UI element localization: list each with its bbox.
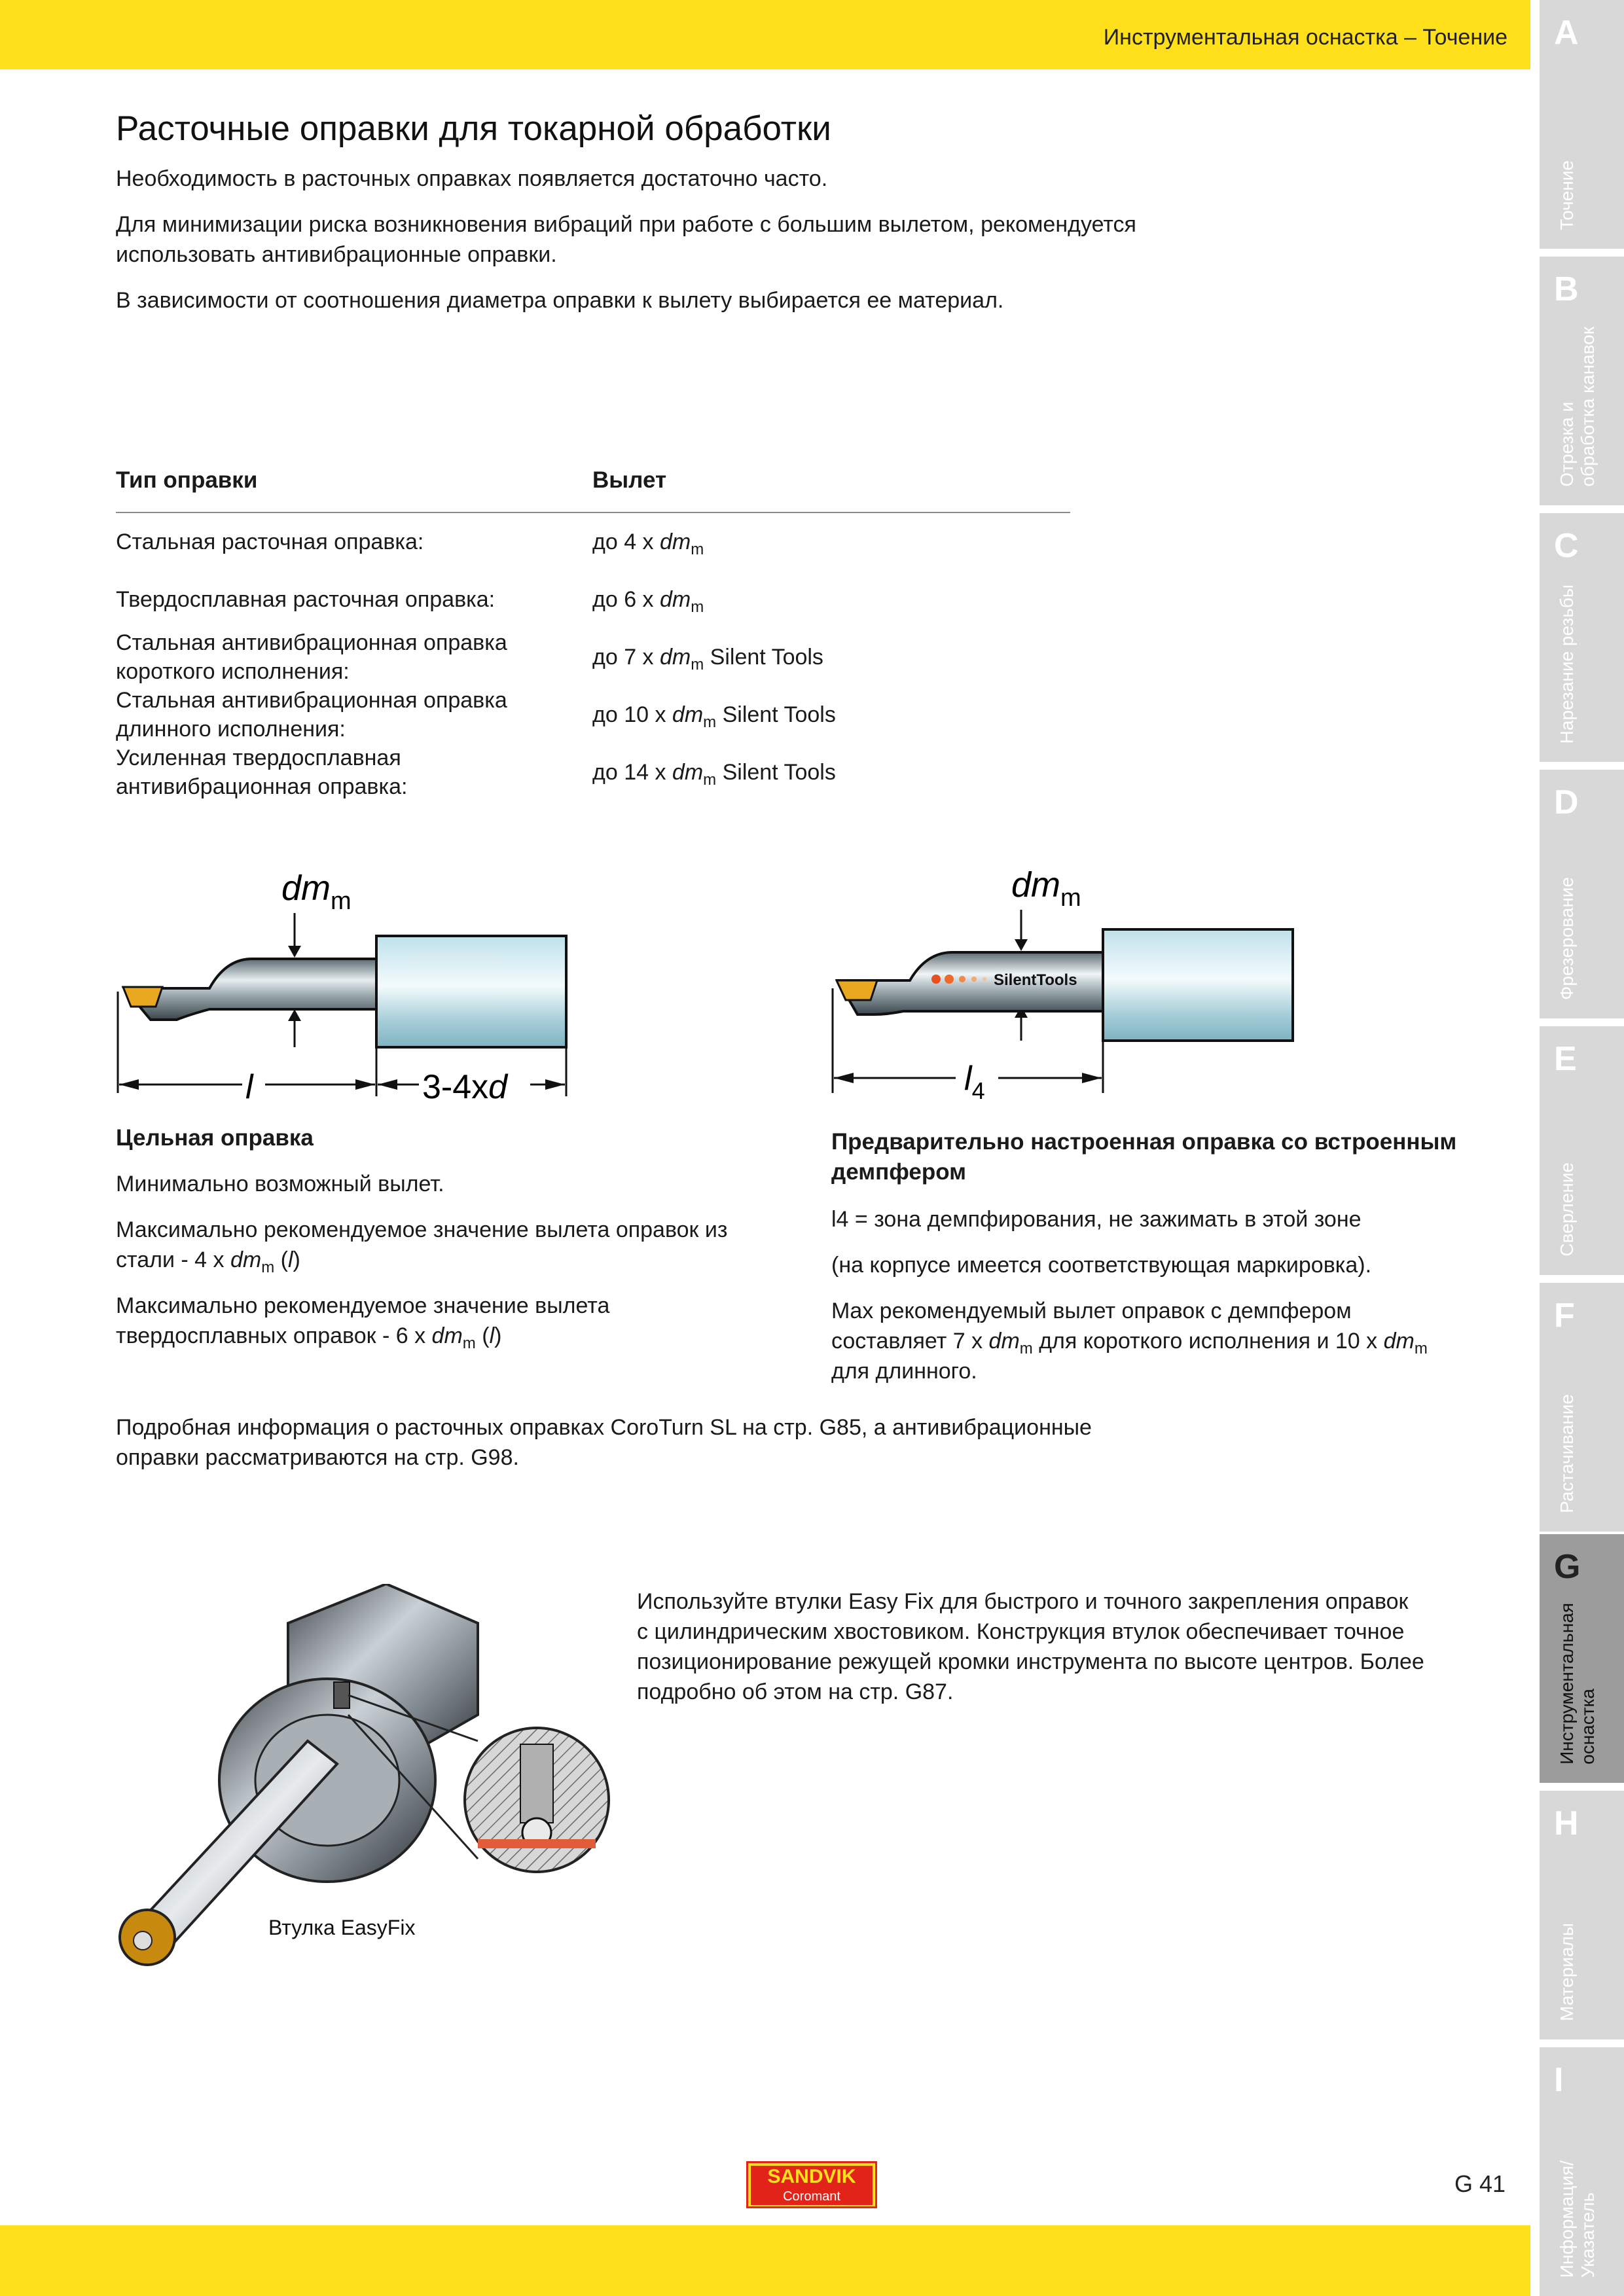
more-info-line: Подробная информация о расточных оправках CoroTurn SL на стр. G85, а антивибрационные <box>116 1415 1092 1440</box>
footer-band <box>0 2225 1530 2296</box>
holder-block <box>376 936 566 1047</box>
table-row-type: Стальная антивибрационная оправка длинного исполнения: <box>116 688 507 742</box>
easyfix-illustration <box>111 1584 622 1977</box>
header-section-title: Инструментальная оснастка – Точение <box>1103 25 1507 50</box>
tab-label: Растачивание <box>1557 1394 1577 1513</box>
damped-bar-caption-title: Предварительно настроенная оправка со встроенным <box>831 1129 1457 1155</box>
table-row-reach: до 14 x $dm_m$ Silent Tools <box>592 760 836 789</box>
tab-e[interactable] <box>1540 1026 1624 1275</box>
solid-boring-bar-figure <box>111 857 583 1106</box>
table-row-reach: до 10 x $dm_m$ Silent Tools <box>592 702 836 731</box>
tab-letter: F <box>1554 1297 1575 1335</box>
table-row-type: Стальная расточная оправка: <box>116 529 424 554</box>
tab-letter: G <box>1554 1548 1581 1586</box>
tab-a[interactable] <box>1540 0 1624 249</box>
table-row-reach: до 4 x $dm_m$ <box>592 529 704 558</box>
dm-label: $dm_m$ <box>1011 865 1081 912</box>
tab-label: Фрезерование <box>1557 877 1577 1000</box>
table-header-reach: Вылет <box>592 467 667 493</box>
l4-label: $l_4$ <box>964 1060 985 1104</box>
solid-bar-caption-line: стали - 4 x $dm_m$ (l) <box>116 1247 300 1276</box>
tab-label: Нарезание резьбы <box>1557 584 1577 744</box>
intro-paragraph-3: В зависимости от соотношения диаметра оправки к вылету выбирается ее материал. <box>116 288 1004 313</box>
easyfix-text-line: позиционирование режущей кромки инструмента по высоте центров. Более <box>637 1649 1424 1674</box>
intro-paragraph-2b: использовать антивибрационные оправки. <box>116 242 557 267</box>
tab-letter: D <box>1554 783 1579 821</box>
easyfix-text-line: с цилиндрическим хвостовиком. Конструкция втулок обеспечивает точное <box>637 1619 1405 1644</box>
easyfix-screw <box>334 1682 350 1708</box>
tab-h[interactable] <box>1540 1791 1624 2039</box>
table-row-type: Стальная антивибрационная оправка короткого исполнения: <box>116 630 507 684</box>
intro-paragraph-2a: Для минимизации риска возникновения вибраций при работе с большим вылетом, рекомендуется <box>116 212 1136 237</box>
dm-label: $dm_m$ <box>281 869 352 915</box>
tab-label: Инструментальная оснастка <box>1557 1603 1598 1765</box>
table-header-rule <box>116 512 1070 513</box>
solid-bar-caption-title: Цельная оправка <box>116 1125 314 1151</box>
insert-shape <box>837 980 877 1000</box>
silent-tools-brand: SilentTools <box>994 971 1077 989</box>
tab-label: Информация/ Указатель <box>1557 2160 1598 2278</box>
damped-bar-caption-title: демпфером <box>831 1159 967 1185</box>
tab-letter: I <box>1554 2061 1564 2099</box>
table-row-type: Твердосплавная расточная оправка: <box>116 587 496 612</box>
damped-bar-caption-line: для длинного. <box>831 1359 977 1384</box>
tab-b[interactable] <box>1540 257 1624 505</box>
damped-boring-bar-figure <box>825 857 1322 1106</box>
solid-bar-caption-line: Максимально рекомендуемое значение вылета оправок из <box>116 1217 728 1242</box>
solid-bar-caption-line: Минимально возможный вылет. <box>116 1172 444 1196</box>
table-row-reach: до 7 x $dm_m$ Silent Tools <box>592 645 823 673</box>
damped-bar-caption-line: l4 = зона демпфирования, не зажимать в этой зоне <box>831 1207 1362 1232</box>
intro-paragraph-1: Необходимость в расточных оправках появляется достаточно часто. <box>116 166 828 191</box>
damped-bar-caption-line: Max рекомендуемый вылет оправок с демпфером <box>831 1299 1352 1323</box>
page-title: Расточные оправки для токарной обработки <box>116 109 831 148</box>
page-number: G 41 <box>1454 2170 1506 2197</box>
tab-label: Точение <box>1557 160 1577 230</box>
tab-letter: H <box>1554 1804 1579 1842</box>
solid-bar-caption-line: Максимально рекомендуемое значение вылета <box>116 1293 610 1318</box>
tab-letter: B <box>1554 270 1579 308</box>
tab-letter: C <box>1554 527 1579 565</box>
tab-c[interactable] <box>1540 513 1624 762</box>
tab-letter: E <box>1554 1040 1577 1078</box>
dim-3-4xd-label: 3-4xd <box>422 1068 508 1106</box>
damped-bar-caption-line: составляет 7 x $dm_m$ для короткого исполнения и 10 x $dm_m$ <box>831 1329 1428 1357</box>
easyfix-text-line: подробно об этом на стр. G87. <box>637 1679 954 1704</box>
easyfix-caption: Втулка EasyFix <box>268 1916 416 1939</box>
solid-bar-caption-line: твердосплавных оправок - 6 x $dm_m$ (l) <box>116 1323 502 1352</box>
table-row-type: Усиленная твердосплавная антивибрационная оправка: <box>116 745 408 799</box>
more-info-line: оправки рассматриваются на стр. G98. <box>116 1445 519 1470</box>
holder-block <box>1103 929 1293 1041</box>
table-header-type: Тип оправки <box>116 467 258 493</box>
logo-text-bottom: Coromant <box>751 2188 873 2205</box>
insert-shape <box>123 987 162 1007</box>
tab-label: Отрезка и обработка канавок <box>1557 327 1598 487</box>
tab-g[interactable] <box>1540 1534 1624 1783</box>
tab-letter: A <box>1554 14 1579 52</box>
tab-label: Материалы <box>1557 1923 1577 2021</box>
tab-i[interactable] <box>1540 2047 1624 2296</box>
chapter-sidebar <box>1530 0 1624 2296</box>
logo-text-top: SANDVIK <box>751 2166 873 2188</box>
l-label: l <box>245 1068 253 1106</box>
sandvik-logo <box>746 2161 877 2208</box>
table-row-reach: до 6 x $dm_m$ <box>592 587 704 616</box>
tab-f[interactable] <box>1540 1283 1624 1532</box>
tab-d[interactable] <box>1540 770 1624 1018</box>
tab-label: Сверление <box>1557 1162 1577 1257</box>
easyfix-text-line: Используйте втулки Easy Fix для быстрого и точного закрепления оправок <box>637 1589 1409 1614</box>
damped-bar-caption-line: (на корпусе имеется соответствующая маркировка). <box>831 1253 1372 1278</box>
